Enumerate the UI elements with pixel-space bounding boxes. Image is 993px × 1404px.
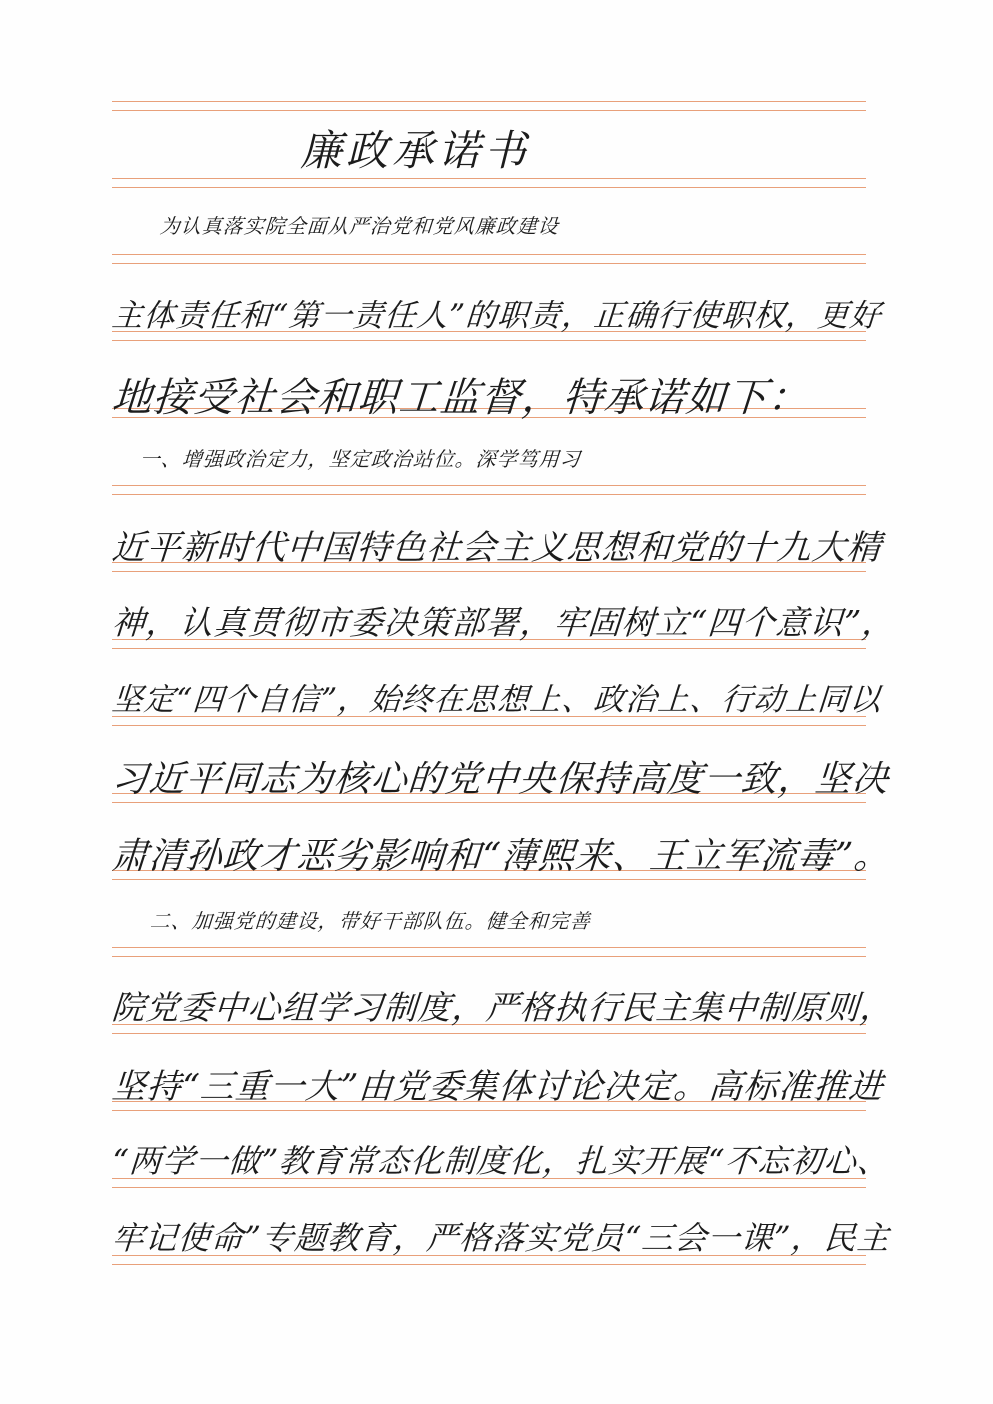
text-line-10: 二、加强党的建设，带好干部队伍。健全和完善 xyxy=(149,909,592,933)
text-line-5: 近平新时代中国特色社会主义思想和党的十九大精 xyxy=(110,528,884,568)
text-line-13: “两学一做”教育常态化制度化，扎实开展“不忘初心、 xyxy=(110,1142,892,1180)
ruled-line xyxy=(112,956,866,957)
text-line-14: 牢记使命”专题教育，严格落实党员“三会一课”，民主 xyxy=(110,1219,892,1257)
ruled-line xyxy=(112,178,866,179)
ruled-line xyxy=(112,101,866,102)
text-line-4: 一、增强政治定力，坚定政治站位。深学笃用习 xyxy=(139,447,582,471)
text-line-7: 坚定“四个自信”，始终在思想上、政治上、行动上同以 xyxy=(110,682,883,718)
ruled-line xyxy=(112,802,866,803)
ruled-line xyxy=(112,571,866,572)
ruled-line xyxy=(112,340,866,341)
text-line-8: 习近平同志为核心的党中央保持高度一致，坚决 xyxy=(110,759,891,800)
ruled-line xyxy=(112,485,866,486)
ruled-line xyxy=(112,254,866,255)
ruled-line xyxy=(112,1187,866,1188)
ruled-line xyxy=(112,725,866,726)
ruled-line xyxy=(112,1264,866,1265)
ruled-line xyxy=(112,263,866,264)
ruled-line xyxy=(112,1033,866,1034)
ruled-line xyxy=(112,947,866,948)
ruled-line xyxy=(112,879,866,880)
text-line-1: 为认真落实院全面从严治党和党风廉政建设 xyxy=(159,214,560,238)
text-line-9: 肃清孙政才恶劣影响和“薄熙来、王立军流毒”。 xyxy=(110,836,893,877)
ruled-line xyxy=(112,110,866,111)
ruled-line xyxy=(112,648,866,649)
text-line-11: 院党委中心组学习制度，严格执行民主集中制原则， xyxy=(110,988,896,1027)
text-line-12: 坚持“三重一大”由党委集体讨论决定。高标准推进 xyxy=(110,1067,885,1107)
ruled-line xyxy=(112,1110,866,1111)
document-title: 廉政承诺书 xyxy=(300,126,531,175)
text-line-2: 主体责任和“第一责任人”的职责，正确行使职权，更好 xyxy=(110,298,883,334)
text-line-3: 地接受社会和职工监督，特承诺如下： xyxy=(110,375,811,421)
ruled-line xyxy=(112,494,866,495)
ruled-line xyxy=(112,187,866,188)
text-line-6: 神，认真贯彻市委决策部署，牢固树立“四个意识”， xyxy=(110,603,897,642)
